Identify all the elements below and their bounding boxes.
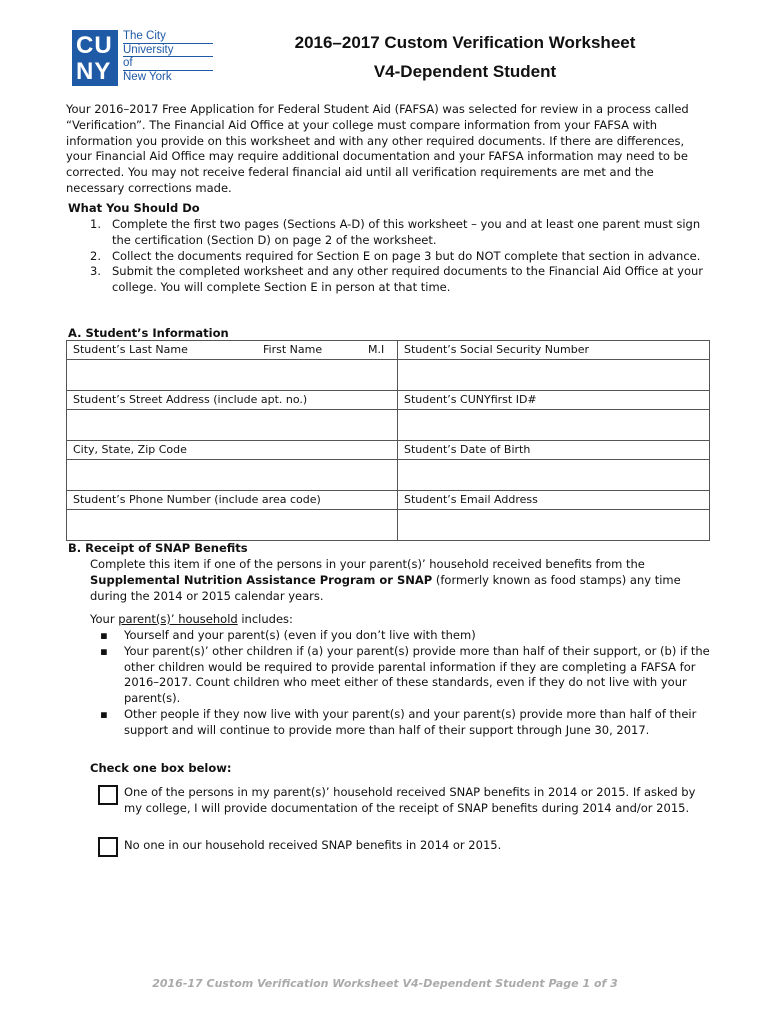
what-to-do-list [90,217,710,296]
cunyfirst-label: Student’s CUNYfirst ID# [398,391,710,410]
name-field[interactable] [67,360,398,391]
snap-intro: Complete this item if one of the persons in your parent(s)’ household received benefits from the Supplemental Nutrition Assistance Program or SNAP (formerly known as food stamps) any time during the 2014 or 2015 calendar years. [90,557,681,603]
section-a-heading: A. Student’s Information [68,326,229,340]
ssn-label: Student’s Social Security Number [398,341,710,360]
city-label: City, State, Zip Code [67,441,398,460]
student-info-table [66,340,710,541]
household-line: Your parent(s)’ household includes: [90,612,293,626]
list-item: 2. Collect the documents required for Section E on page 3 but do NOT complete that section in advance. [90,248,701,263]
household-bullets [100,628,710,739]
list-item: 3. Submit the completed worksheet and any other required documents to the Financial Aid Office at your college. You will complete Section E in person at that time. [90,264,704,295]
dob-label: Student’s Date of Birth [398,441,710,460]
ssn-field[interactable] [398,360,710,391]
what-to-do-heading: What You Should Do [68,201,200,215]
logo-line: New York [123,70,172,83]
snap-received-label: One of the persons in my parent(s)’ household received SNAP benefits in 2014 or 2015. If asked by my college, I will provide documentation of the receipt of SNAP benefits during 2014 and/or 2015. [124,785,696,815]
logo-line: The City [123,30,213,44]
mi-label: M.I [368,343,385,356]
address-label: Student’s Street Address (include apt. no.) [67,391,398,410]
snap-not-received-label: No one in our household received SNAP benefits in 2014 or 2015. [124,838,502,852]
name-label-cell [67,341,398,360]
logo-letters-top: CU [76,32,113,59]
email-field[interactable] [398,510,710,541]
cunyfirst-field[interactable] [398,410,710,441]
address-field[interactable] [67,410,398,441]
logo-line: University [123,44,213,58]
first-name-label: First Name [263,343,323,356]
logo-wordmark [123,30,213,83]
phone-label: Student’s Phone Number (include area code) [67,491,398,510]
section-b-heading: B. Receipt of SNAP Benefits [68,541,248,555]
snap-received-checkbox[interactable] [98,785,118,805]
email-label: Student’s Email Address [398,491,710,510]
last-name-label: Student’s Last Name [73,343,188,356]
page-title: 2016–2017 Custom Verification Worksheet [294,33,636,52]
list-item: ▪ Yourself and your parent(s) (even if you don’t live with them) [100,628,476,642]
logo-letters-bottom: NY [76,58,112,85]
phone-field[interactable] [67,510,398,541]
dob-field[interactable] [398,460,710,491]
logo-line: of [123,57,213,71]
page-footer: 2016-17 Custom Verification Worksheet V4-Dependent Student Page 1 of 3 [152,977,618,990]
list-item: 1. Complete the first two pages (Sections A-D) of this worksheet – you and at least one parent must sign the certification (Section D) on page 2 of the worksheet. [90,217,701,247]
list-item: ▪ Other people if they now live with your parent(s) and your parent(s) provide more than half of their support and will continue to provide more than half of their support through June 30, 2017. [100,706,697,737]
cuny-logo [72,30,118,86]
page-subtitle: V4-Dependent Student [373,62,557,81]
intro-paragraph: Your 2016–2017 Free Application for Federal Student Aid (FAFSA) was selected for review in a process called “Verification”. The Financial Aid Office at your college must compare information from your FAFSA with information you provide on this worksheet and with any other required documents. If there are differences, your Financial Aid Office may require additional documentation and your FAFSA information may need to be corrected. You may not receive federal financial aid until all verification requirements are met and the necessary corrections made. [66,102,689,195]
snap-not-received-checkbox[interactable] [98,837,118,857]
city-field[interactable] [67,460,398,491]
check-heading: Check one box below: [90,761,232,775]
list-item: ▪ Your parent(s)’ other children if (a) your parent(s) provide more than half of their support, or (b) if the other children would be required to provide parental information if they are completing a FAFSA for 2016–2017. Count children who meet either of these standards, even if they do not live with your parent(s). [100,643,710,706]
